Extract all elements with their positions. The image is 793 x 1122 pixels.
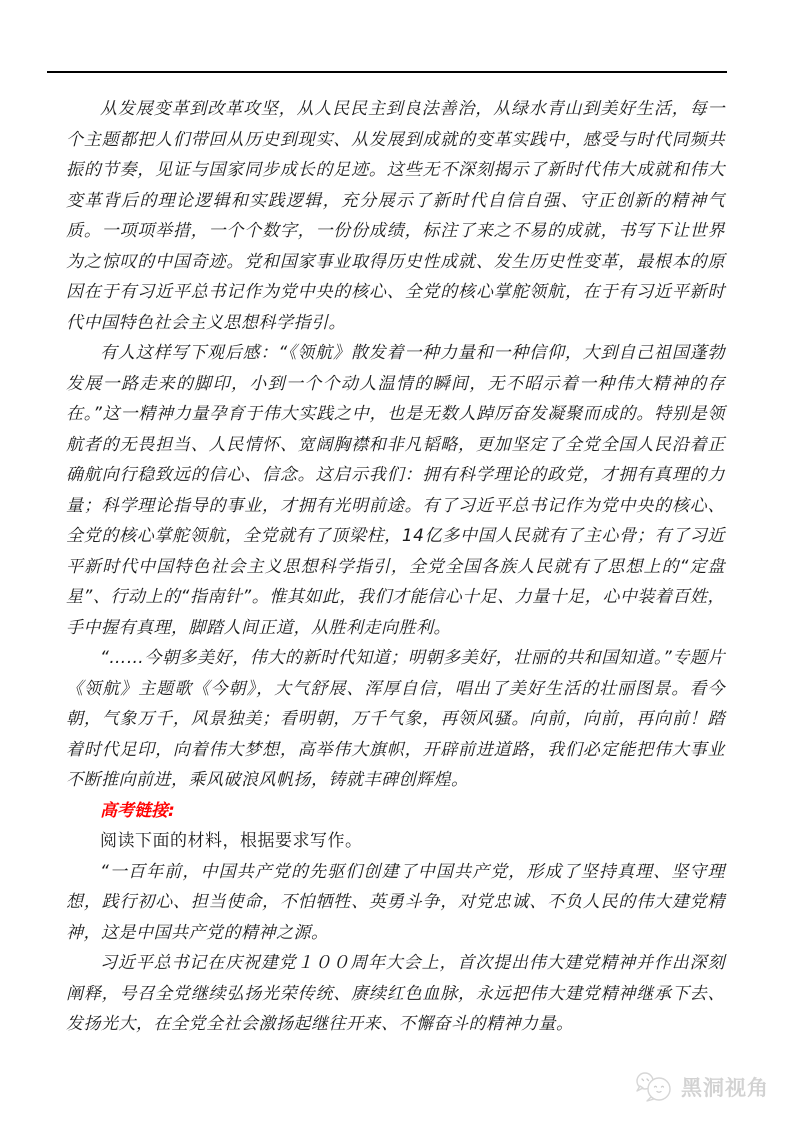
paragraph-development-reform: 从发展变革到改革攻坚，从人民民主到良法善治，从绿水青山到美好生活，每一个主题都把人们带回从历史到现实、从发展到成就的变革实践中，感受与时代同频共振的节奏，见证与国家同步成长的足迹。这些无不深刻揭示了新时代伟大成就和伟大变革背后的理论逻辑和实践逻辑，充分展示了新时代自信自强、守正创新的精神气质。一项项举措，一个个数字，一份份成绩，标注了来之不易的成就，书写下让世界为之惊叹的中国奇迹。党和国家事业取得历史性成就、发生历史性变革，最根本的原因在于有习近平总书记作为党中央的核心、全党的核心掌舵领航，在于有习近平新时代中国特色社会主义思想科学指引。 [66, 99, 725, 333]
header-rule [47, 71, 727, 73]
paragraph-founding-spirit-quote: “一百年前，中国共产党的先驱们创建了中国共产党，形成了坚持真理、坚守理想，践行初心、担当使命，不怕牺牲、英勇斗争，对党忠诚、不负人民的伟大建党精神，这是中国共产党的精神之源。 [66, 861, 725, 943]
paragraph-centenary-speech: 习近平总书记在庆祝建党１００周年大会上，首次提出伟大建党精神并作出深刻阐释，号召全党继续弘扬光荣传统、赓续红色血脉，永远把伟大建党精神继承下去、发扬光大，在全党全社会激扬起继往开来、不懈奋斗的精神力量。 [66, 953, 725, 1034]
section-heading-gaokao-link: 高考链接: [100, 800, 175, 821]
paragraph-theme-song: “……今朝多美好，伟大的新时代知道；明朝多美好，壮丽的共和国知道。”专题片《领航》主题歌《今朝》，大气舒展、浑厚自信，唱出了美好生活的壮丽图景。看今朝，气象万千，风景独美；看明朝，万千气象，再领风骚。向前，向前，再向前！踏着时代足印，向着伟大梦想，高举伟大旗帜，开辟前进道路，我们必定能把伟大事业不断推向前进，乘风破浪风帆扬，铸就丰碑创辉煌。 [66, 648, 725, 790]
watermark-label: 黑洞视角 [681, 1076, 769, 1100]
paragraph-viewer-reflection: 有人这样写下观后感：“《领航》散发着一种力量和一种信仰，大到自己祖国蓬勃发展一路走来的脚印，小到一个个动人温情的瞬间，无不昭示着一种伟大精神的存在。”这一精神力量孕育于伟大实践之中，也是无数人踔厉奋发凝聚而成的。特别是领航者的无畏担当、人民情怀、宽阔胸襟和非凡韬略，更加坚定了全党全国人民沿着正确航向行稳致远的信心、信念。这启示我们：拥有科学理论的政党，才拥有真理的力量；科学理论指导的事业，才拥有光明前途。有了习近平总书记作为党中央的核心、全党的核心掌舵领航，全党就有了顶梁柱，14亿多中国人民就有了主心骨；有了习近平新时代中国特色社会主义思想科学指引，全党全国各族人民就有了思想上的“定盘星”、行动上的“指南针”。惟其如此，我们才能信心十足、力量十足，心中装着百姓，手中握有真理，脚踏人间正道，从胜利走向胜利。 [66, 343, 725, 638]
watermark [632, 1071, 769, 1103]
writing-instruction: 阅读下面的材料，根据要求写作。 [100, 831, 363, 851]
document-body [66, 94, 725, 1040]
chat-bubbles-icon [632, 1071, 674, 1103]
